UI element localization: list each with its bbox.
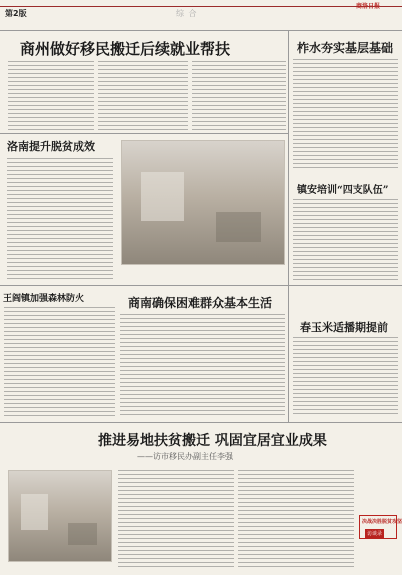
photo-construction	[121, 140, 285, 265]
feature-text-col1	[118, 470, 234, 568]
article-right-mid-text	[293, 199, 398, 281]
headline-center-bottom: 商南确保困难群众基本生活	[128, 296, 273, 310]
article-right-bottom-text	[293, 337, 398, 417]
article-left-mid-text	[7, 158, 113, 282]
article-main-col2	[98, 61, 188, 131]
rule-vertical-right	[288, 30, 289, 422]
article-left-bottom-text	[4, 307, 115, 417]
newspaper-logo: 商洛日报	[356, 3, 381, 10]
photo-relocation	[8, 470, 112, 562]
badge-line2: 访谈录	[367, 531, 383, 537]
headline-left-bottom: 王阎镇加强森林防火	[3, 294, 85, 304]
rule-lower	[0, 285, 402, 286]
page-number: 第2版	[5, 9, 27, 18]
headline-left-mid: 洛南提升脱贫成效	[7, 140, 95, 153]
article-main-col3	[192, 61, 286, 131]
main-headline: 商州做好移民搬迁后续就业帮扶	[20, 40, 231, 58]
headline-right-mid: 镇安培训“四支队伍”	[297, 185, 389, 196]
article-center-bottom-text	[120, 314, 285, 417]
rule-mid-left	[0, 133, 288, 134]
article-top-right-text	[293, 59, 398, 169]
feature-headline: 推进易地扶贫搬迁 巩固宜居宜业成果	[98, 433, 327, 449]
headline-right-bottom: 春玉米适播期提前	[300, 321, 388, 334]
rule-feature-top	[0, 422, 402, 423]
rule-top	[0, 30, 402, 31]
feature-text-col2	[238, 470, 354, 568]
feature-subtitle: ——访市移民办副主任李强	[137, 452, 233, 461]
section-label: 综 合	[176, 9, 198, 18]
campaign-badge	[359, 515, 402, 539]
headline-top-right: 柞水夯实基层基础	[297, 41, 394, 55]
article-main-col1	[8, 61, 94, 131]
masthead-bar	[0, 0, 402, 7]
badge-line1: 决战决胜脱贫攻坚	[362, 519, 402, 525]
